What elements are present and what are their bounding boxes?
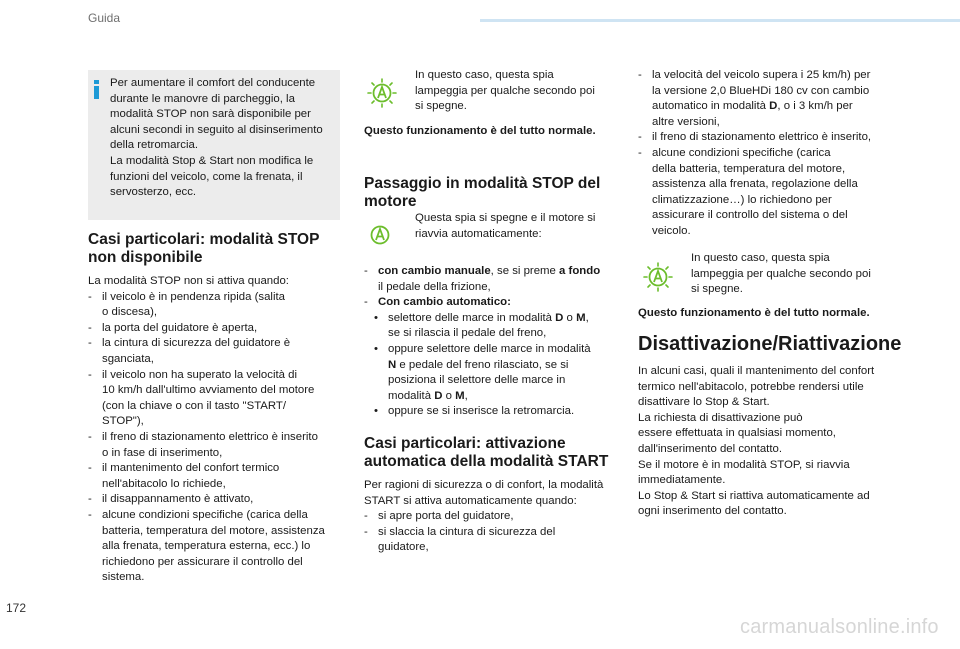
- blink-note: [415, 68, 615, 115]
- gear-m: M: [576, 311, 586, 324]
- text: , o i 3 km/h per: [777, 100, 853, 113]
- list-item: [364, 525, 634, 556]
- text: si slaccia la cintura di sicurezza del: [378, 525, 556, 538]
- stop-start-blinking-icon: [643, 262, 673, 292]
- info-line: modalità STOP non sarà disponibile per: [110, 108, 311, 121]
- list-item: [638, 146, 908, 240]
- blink-note: [691, 251, 891, 298]
- continued-list: [638, 68, 908, 240]
- heading-line: automatica della modalità START: [364, 453, 609, 470]
- text: alcune condizioni specifiche (carica: [652, 146, 831, 159]
- auto-subitem: [364, 404, 626, 420]
- text: la cintura di sicurezza del guidatore è: [102, 337, 291, 350]
- intro-line: Per ragioni di sicurezza o di confort, la modalità: [364, 479, 604, 491]
- info-line: Per aumentare il comfort del conducente: [110, 77, 316, 89]
- watermark: carmanualsonline.info: [740, 616, 939, 638]
- manual-text: , se si preme: [490, 265, 560, 277]
- text: la velocità del veicolo supera i 25 km/h) per: [652, 69, 871, 81]
- stop-unavailable-section: [88, 274, 348, 586]
- section-heading-stop-unavailable: [88, 231, 348, 267]
- stop-start-blinking-icon: [367, 78, 397, 108]
- text: essere effettuata in qualsiasi momento,: [638, 427, 836, 440]
- info-line: durante le manovre di parcheggio, la: [110, 92, 295, 105]
- normal-operation-note: Questo funzionamento è del tutto normale.: [638, 307, 870, 319]
- text: ogni inserimento del contatto.: [638, 505, 787, 518]
- dash: -: [88, 321, 92, 334]
- stop-start-off-icon: [367, 222, 393, 248]
- info-icon: [92, 80, 101, 99]
- page-number: 172: [6, 601, 27, 615]
- text: o in fase di inserimento,: [102, 446, 223, 459]
- off-line: Questa spia si spegne e il motore si: [415, 212, 596, 224]
- dash: -: [88, 368, 92, 381]
- bullet: •: [374, 405, 378, 418]
- gear-n: N: [388, 358, 397, 371]
- gear-d: D: [555, 311, 564, 324]
- text: assicurare il controllo del sistema o del: [652, 209, 848, 222]
- text: posiziona il selettore delle marce in: [388, 374, 566, 387]
- blink-line: si spegne.: [415, 100, 467, 113]
- text: della batteria, temperatura del motore,: [652, 162, 846, 175]
- dash: -: [638, 131, 642, 144]
- text: assistenza alla frenata, regolazione della: [652, 178, 858, 191]
- manual-item: [364, 264, 626, 295]
- text: si apre porta del guidatore,: [378, 510, 514, 523]
- dash: -: [364, 265, 368, 277]
- heading-line: Passaggio in modalità STOP del: [364, 175, 601, 192]
- auto-subitem: [364, 342, 626, 404]
- info-line: servosterzo, ecc.: [110, 186, 197, 199]
- heading-line: Casi particolari: modalità STOP: [88, 231, 320, 248]
- dash: -: [88, 508, 92, 521]
- header-bar: [480, 19, 960, 22]
- list-item: [88, 461, 348, 492]
- text: se si rilascia il pedale del freno,: [388, 327, 547, 340]
- blink-line: lampeggia per qualche secondo poi: [415, 84, 595, 97]
- text: automatico in modalità: [652, 100, 770, 113]
- intro-text: La modalità STOP non si attiva quando:: [88, 275, 289, 287]
- text: il veicolo non ha superato la velocità di: [102, 368, 298, 381]
- gear-d: D: [769, 100, 778, 113]
- normal-operation-note: Questo funzionamento è del tutto normale.: [364, 125, 596, 137]
- text: (con la chiave o con il tasto "START/: [102, 399, 287, 412]
- info-line: della retromarcia.: [110, 139, 198, 152]
- dash: -: [638, 69, 642, 81]
- dash: -: [88, 290, 92, 303]
- blink-line: In questo caso, questa spia: [415, 69, 554, 81]
- text: oppure selettore delle marce in modalità: [388, 342, 591, 355]
- bullet: •: [374, 311, 378, 324]
- dash: -: [364, 525, 368, 538]
- text: sganciata,: [102, 352, 154, 365]
- auto-label: Con cambio automatico:: [378, 296, 511, 309]
- text: il freno di stazionamento elettrico è inserito: [102, 430, 318, 443]
- text: o discesa),: [102, 306, 158, 319]
- dash: -: [364, 296, 368, 309]
- start-condition-continued: [638, 68, 908, 240]
- manual-line2: il pedale della frizione,: [378, 280, 491, 293]
- list-item: [88, 321, 348, 337]
- text: climatizzazione…) lo richiedono per: [652, 193, 832, 206]
- text: richiedono per assicurare il controllo del: [102, 555, 303, 568]
- info-line: funzioni del veicolo, come la frenata, il: [110, 170, 303, 183]
- text: selettore delle marce in modalità: [388, 311, 556, 324]
- dash: -: [88, 493, 92, 506]
- text: alla frenata, temperatura esterna, ecc.) lo: [102, 540, 311, 553]
- auto-item: [364, 295, 626, 311]
- auto-sublist: [364, 311, 626, 420]
- text: ,: [585, 311, 589, 324]
- section-heading-deactivation: Disattivazione/Riattivazione: [638, 333, 902, 355]
- list-item: [638, 130, 908, 146]
- text: o: [442, 389, 456, 402]
- start-condition-list: [364, 509, 634, 556]
- text: Lo Stop & Start si riattiva automaticamente ad: [638, 489, 870, 502]
- spia-off-note: [415, 211, 615, 242]
- dash: -: [88, 430, 92, 443]
- text: e pedale del freno rilasciato, se si: [396, 358, 569, 371]
- text: o: [563, 311, 577, 324]
- text: veicolo.: [652, 224, 691, 237]
- auto-subitem: [364, 311, 626, 342]
- text: sistema.: [102, 571, 145, 584]
- list-item: [88, 430, 348, 461]
- section-heading-start-activation: [364, 435, 634, 471]
- heading-line: Casi particolari: attivazione: [364, 435, 566, 452]
- text: guidatore,: [378, 541, 429, 554]
- manual-label: con cambio manuale: [378, 265, 491, 277]
- text: ,: [464, 389, 468, 402]
- list-item: [638, 68, 908, 130]
- gear-d: D: [434, 389, 443, 402]
- info-line: alcuni secondi in seguito al disinserimento: [110, 123, 323, 136]
- text: il freno di stazionamento elettrico è inserito,: [652, 131, 872, 144]
- text: disattivare lo Stop & Start.: [638, 396, 770, 409]
- blink-line: lampeggia per qualche secondo poi: [691, 267, 871, 280]
- text: il disappannamento è attivato,: [102, 493, 254, 506]
- list-item: [88, 508, 348, 586]
- list-item: [88, 290, 348, 321]
- list-item: [88, 368, 348, 430]
- text: immediatamente.: [638, 474, 726, 487]
- text: dall'inserimento del contatto.: [638, 442, 783, 455]
- blink-line: si spegne.: [691, 283, 743, 296]
- start-activation-section: [364, 478, 634, 556]
- text: altre versioni,: [652, 115, 720, 128]
- bullet: •: [374, 342, 378, 355]
- info-text: [110, 76, 335, 201]
- heading-line: non disponibile: [88, 249, 203, 266]
- condition-list: [88, 290, 348, 586]
- list-item: [88, 492, 348, 508]
- text: modalità: [388, 389, 435, 402]
- text: Se il motore è in modalità STOP, si riavvia: [638, 458, 850, 471]
- dash: -: [638, 146, 642, 159]
- text: la versione 2,0 BlueHDi 180 cv con cambio: [652, 84, 870, 97]
- text: STOP"),: [102, 415, 144, 428]
- list-item: [88, 336, 348, 367]
- list-item: [364, 509, 634, 525]
- page-header-title: Guida: [88, 11, 121, 25]
- info-line: La modalità Stop & Start non modifica le: [110, 154, 314, 167]
- text: batteria, temperatura del motore, assistenza: [102, 524, 325, 537]
- heading-line: motore: [364, 193, 417, 210]
- deactivation-paragraph: [638, 364, 908, 520]
- intro-line: START si attiva automaticamente quando:: [364, 494, 577, 507]
- text: In alcuni casi, quali il mantenimento del confort: [638, 365, 875, 377]
- text: La richiesta di disattivazione può: [638, 411, 803, 424]
- manual-bold: a fondo: [559, 265, 601, 277]
- dash: -: [88, 337, 92, 350]
- text: termico nell'abitacolo, potrebbe rendersi utile: [638, 380, 864, 393]
- text: 10 km/h dall'ultimo avviamento del motore: [102, 384, 315, 397]
- section-heading-stop-mode: [364, 175, 624, 211]
- text: il mantenimento del confort termico: [102, 462, 280, 475]
- text: il veicolo è in pendenza ripida (salita: [102, 290, 285, 303]
- stop-mode-list: [364, 264, 626, 420]
- dash: -: [88, 462, 92, 475]
- off-line: riavvia automaticamente:: [415, 227, 542, 240]
- text: oppure se si inserisce la retromarcia.: [388, 405, 575, 418]
- text: nell'abitacolo lo richiede,: [102, 477, 226, 490]
- text: la porta del guidatore è aperta,: [102, 321, 258, 334]
- text: alcune condizioni specifiche (carica della: [102, 508, 308, 521]
- dash: -: [364, 510, 368, 523]
- gear-m: M: [455, 389, 465, 402]
- blink-line: In questo caso, questa spia: [691, 252, 830, 264]
